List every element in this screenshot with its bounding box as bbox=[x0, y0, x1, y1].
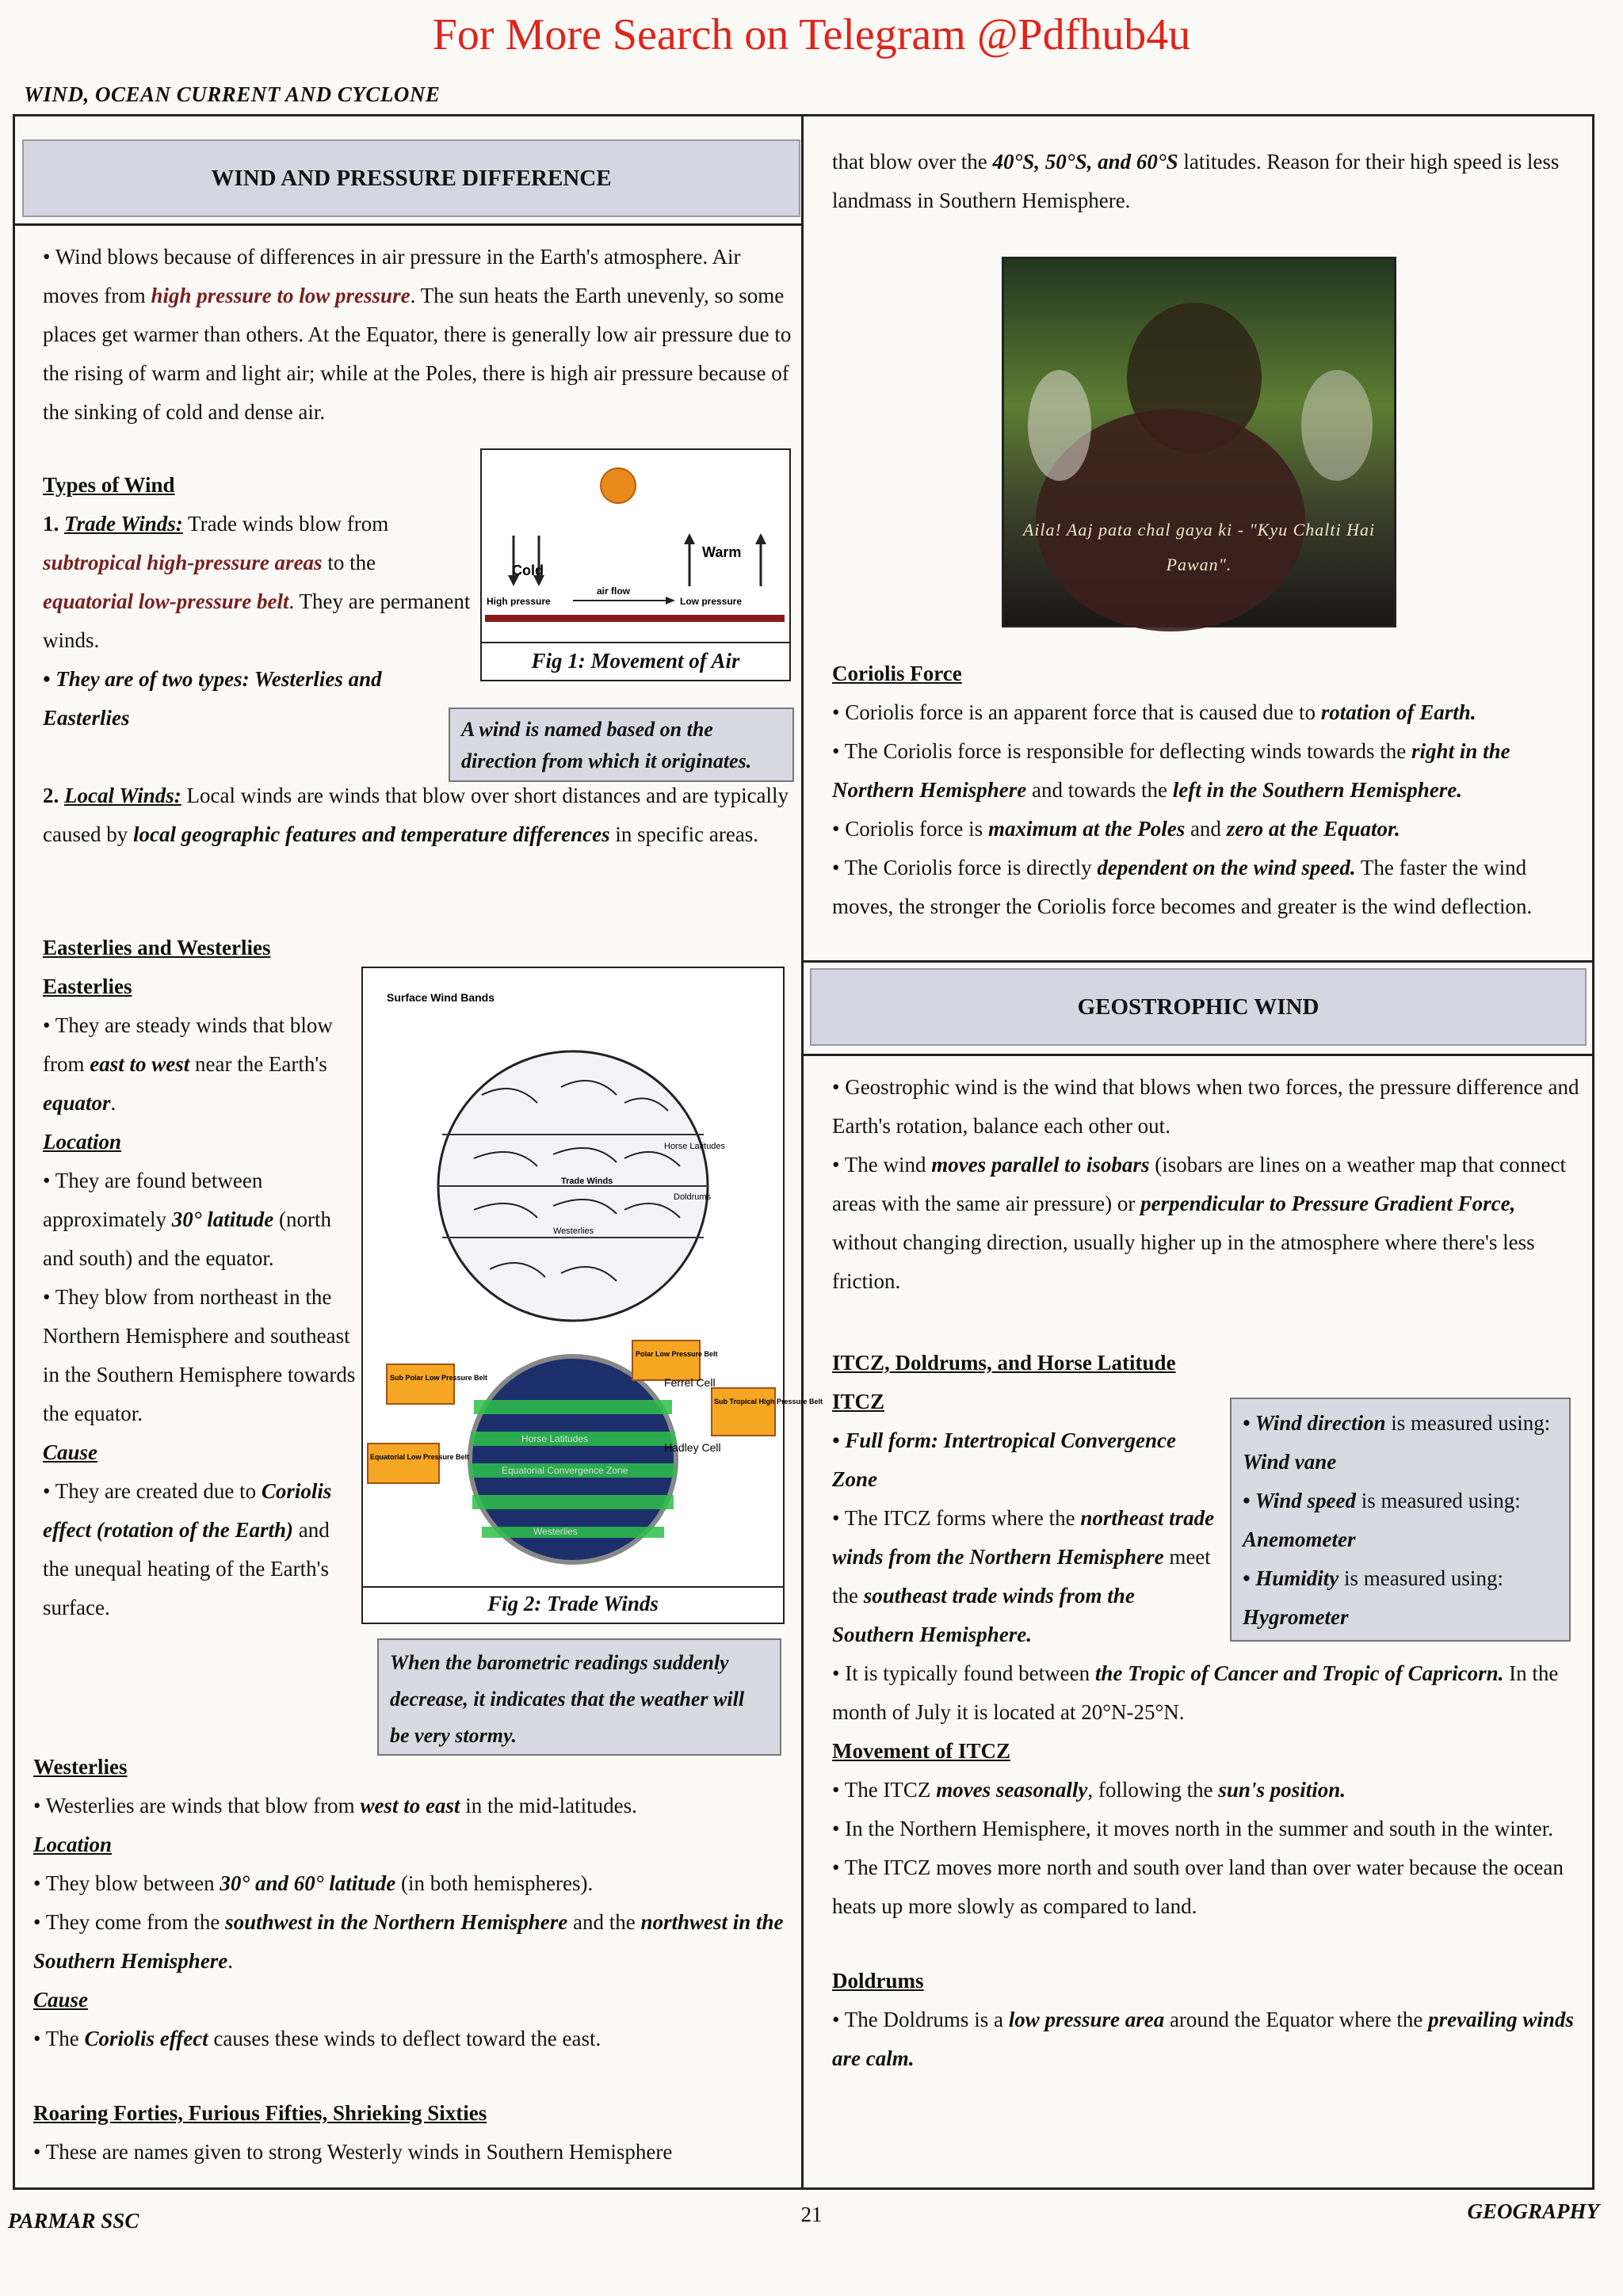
callout-instruments: • Wind direction is measured using: Wind vane • Wind speed is measured using: Anemometer • Humidity is measured using: Hygrometer bbox=[1230, 1398, 1571, 1642]
fig2-trade-winds bbox=[361, 967, 823, 1624]
location-heading: Location bbox=[43, 1130, 121, 1154]
callout-wind-naming: A wind is named based on the direction from which it originates. bbox=[449, 707, 794, 782]
fig2-subtrop-box bbox=[712, 1388, 775, 1436]
page-number: 21 bbox=[800, 2203, 823, 2226]
fig2-diagram bbox=[363, 968, 823, 1578]
fig1-cold-label: Cold bbox=[512, 563, 544, 578]
fig2-polar-box bbox=[632, 1341, 700, 1380]
westerlies-location-heading: Location bbox=[33, 1833, 112, 1856]
fig2-horse-label: Horse Latitudes bbox=[664, 1142, 726, 1151]
fig1-diagram bbox=[482, 450, 789, 632]
footer-brand: PARMAR SSC bbox=[8, 2209, 139, 2233]
easterlies-block: Easterlies and Westerlies Easterlies • They are steady winds that blow from east to west near the Earth's equator. Location • They are found between approximately 30° latitude (north and south) and the equator. • They blow from northeast in the Northern Hemisphere and southeast in the Southern Hemisphere towards the equator. Cause • They are created due to Coriolis effect (rotation of the Earth) and the unequal heating of the Earth's surface. bbox=[43, 929, 360, 1627]
fig2-westerlies-label: Westerlies bbox=[553, 1226, 594, 1236]
fig2-eqlow-box bbox=[368, 1444, 439, 1483]
meme-image bbox=[1002, 257, 1396, 627]
fig2-trade-label: Trade Winds bbox=[561, 1177, 613, 1186]
fig1-high-label: High pressure bbox=[487, 596, 551, 607]
intro-paragraph: • Wind blows because of differences in air pressure in the Earth's atmosphere. Air moves from high pressure to low pressure. The sun heats the Earth unevenly, so some places get warmer than others. At the Equator, there is generally low air pressure due to the rising of warm and light air; while at the Poles, there is high air pressure because of the sinking of cold and dense air. bbox=[43, 245, 792, 424]
two-types-item: • They are of two types: Westerlies and Easterlies bbox=[43, 667, 382, 730]
itcz-block: ITCZ, Doldrums, and Horse Latitude ITCZ • Full form: Intertropical Convergence Zone • The ITCZ forms where the northeast trade winds from the Northern Hemisphere meet the southeast trade winds from the Southern Hemisphere. bbox=[832, 1344, 1220, 1654]
section-header-geostrophic bbox=[810, 968, 1587, 1046]
running-head: WIND, OCEAN CURRENT AND CYCLONE bbox=[24, 82, 441, 106]
sun-icon bbox=[601, 468, 636, 503]
local-winds-item: 2. Local Winds: Local winds are winds that blow over short distances and are typically caused by local geographic features and temperature differences in specific areas. bbox=[43, 784, 789, 846]
fig2-equatorial-label: Equatorial Convergence Zone bbox=[502, 1465, 628, 1476]
roaring-heading: Roaring Forties, Furious Fifties, Shrieking Sixties bbox=[33, 2101, 487, 2125]
fig2-subpolar-box bbox=[387, 1364, 454, 1404]
fig2-caption: Fig 2: Trade Winds bbox=[487, 1592, 659, 1615]
roaring-continued: that blow over the 40°S, 50°S, and 60°S latitudes. Reason for their high speed is less landmass in Southern Hemisphere. bbox=[832, 150, 1560, 212]
fig2-westerlies-label-2: Westerlies bbox=[533, 1526, 578, 1537]
westerlies-cause-heading: Cause bbox=[33, 1988, 89, 2012]
promo-banner: For More Search on Telegram @Pdfhub4u bbox=[432, 10, 1191, 59]
fig2-eqlow-label: Equatorial Low Pressure Belt bbox=[370, 1453, 470, 1461]
fig2-ferrel-label: Ferrel Cell bbox=[664, 1376, 716, 1389]
westerlies-block: Westerlies • Westerlies are winds that blow from west to east in the mid-latitudes. Location • They blow between 30° and 60° latitude (in both hemispheres). • They come from the southwest in the Northern Hemisphere and the northwest in the Southern Hemisphere. Cause • The Coriolis effect causes these winds to deflect toward the east. Roaring Forties, Furious Fifties, Shrieking Sixties • These are names given to strong Westerly winds in Southern Hemisphere bbox=[33, 1748, 794, 2172]
fig1-ground bbox=[485, 615, 785, 622]
fig2-horse-label-2: Horse Latitudes bbox=[521, 1433, 589, 1444]
fig1-warm-label: Warm bbox=[702, 544, 742, 560]
footer-subject: GEOGRAPHY bbox=[1467, 2199, 1599, 2223]
fig2-title: Surface Wind Bands bbox=[387, 991, 495, 1004]
column-divider bbox=[801, 116, 804, 2187]
easterlies-heading: Easterlies bbox=[43, 974, 132, 998]
fig1-flow-label: air flow bbox=[597, 585, 631, 597]
cause-heading: Cause bbox=[43, 1440, 98, 1464]
westerlies-heading: Westerlies bbox=[33, 1755, 128, 1779]
fig2-hadley-label: Hadley Cell bbox=[664, 1441, 721, 1454]
doldrums-heading: Doldrums bbox=[832, 1969, 924, 1993]
section-header-wind-pressure bbox=[22, 139, 800, 217]
fig2-polar-label: Polar Low Pressure Belt bbox=[636, 1350, 718, 1358]
fig1-low-label: Low pressure bbox=[680, 596, 743, 607]
section-title: WIND AND PRESSURE DIFFERENCE bbox=[211, 165, 612, 191]
ew-heading: Easterlies and Westerlies bbox=[43, 936, 271, 959]
section-rule bbox=[15, 223, 801, 226]
types-heading: Types of Wind bbox=[43, 473, 175, 497]
fig2-doldrums-label: Doldrums bbox=[674, 1192, 712, 1202]
itcz-heading: ITCZ bbox=[832, 1390, 885, 1413]
itcz-position-block: • It is typically found between the Tropic of Cancer and Tropic of Capricorn. In the month of July it is located at 20°N-25°N. Movement of ITCZ • The ITCZ moves seasonally, following the sun's position. • In the Northern Hemisphere, it moves north in the summer and south in the winter. • The ITCZ moves more north and south over land than over water because the ocean heats up more slowly as compared to land. Doldrums • The Doldrums is a low pressure area around the Equator where the prevailing winds are calm. bbox=[832, 1654, 1585, 2078]
movement-heading: Movement of ITCZ bbox=[832, 1739, 1010, 1763]
callout-barometer: When the barometric readings suddenly decrease, it indicates that the weather will be very stormy. bbox=[377, 1638, 781, 1756]
coriolis-heading: Coriolis Force bbox=[832, 662, 962, 685]
fig2-subpolar-label: Sub Polar Low Pressure Belt bbox=[390, 1374, 488, 1382]
itcz-main-heading: ITCZ, Doldrums, and Horse Latitude bbox=[832, 1351, 1176, 1375]
geostrophic-title: GEOSTROPHIC WIND bbox=[1077, 994, 1319, 1020]
geostrophic-block: • Geostrophic wind is the wind that blows when two forces, the pressure difference and Earth's rotation, balance each other out. • The wind moves parallel to isobars (isobars are lines on a weather map that connect areas with the same air pressure) or perpendicular to Pressure Gradient Force, without changing direction, usually higher up in the atmosphere where there's less friction. bbox=[832, 1075, 1579, 1293]
meme-caption: Aila! Aaj pata chal gaya ki - "Kyu Chalti Hai Pawan". bbox=[1022, 520, 1376, 574]
fig1-movement-of-air bbox=[480, 448, 791, 681]
trade-winds-item: 1. Trade Winds: Trade winds blow from subtropical high-pressure areas to the equatorial low-pressure belt. They are permanent winds. bbox=[43, 512, 471, 652]
coriolis-block: Coriolis Force • Coriolis force is an apparent force that is caused due to rotation of Earth. • The Coriolis force is responsible for deflecting winds towards the right in the Northern Hemisphere and towards the left in the Southern Hemisphere. • Coriolis force is maximum at the Poles and zero at the Equator. • The Coriolis force is directly dependent on the wind speed. The faster the wind moves, the stronger the Coriolis force becomes and greater is the wind deflection. bbox=[832, 654, 1585, 926]
types-of-wind-block bbox=[43, 466, 471, 738]
fig2-subtrop-label: Sub Tropical High Pressure Belt bbox=[714, 1398, 823, 1405]
fig1-caption: Fig 1: Movement of Air bbox=[531, 649, 740, 673]
